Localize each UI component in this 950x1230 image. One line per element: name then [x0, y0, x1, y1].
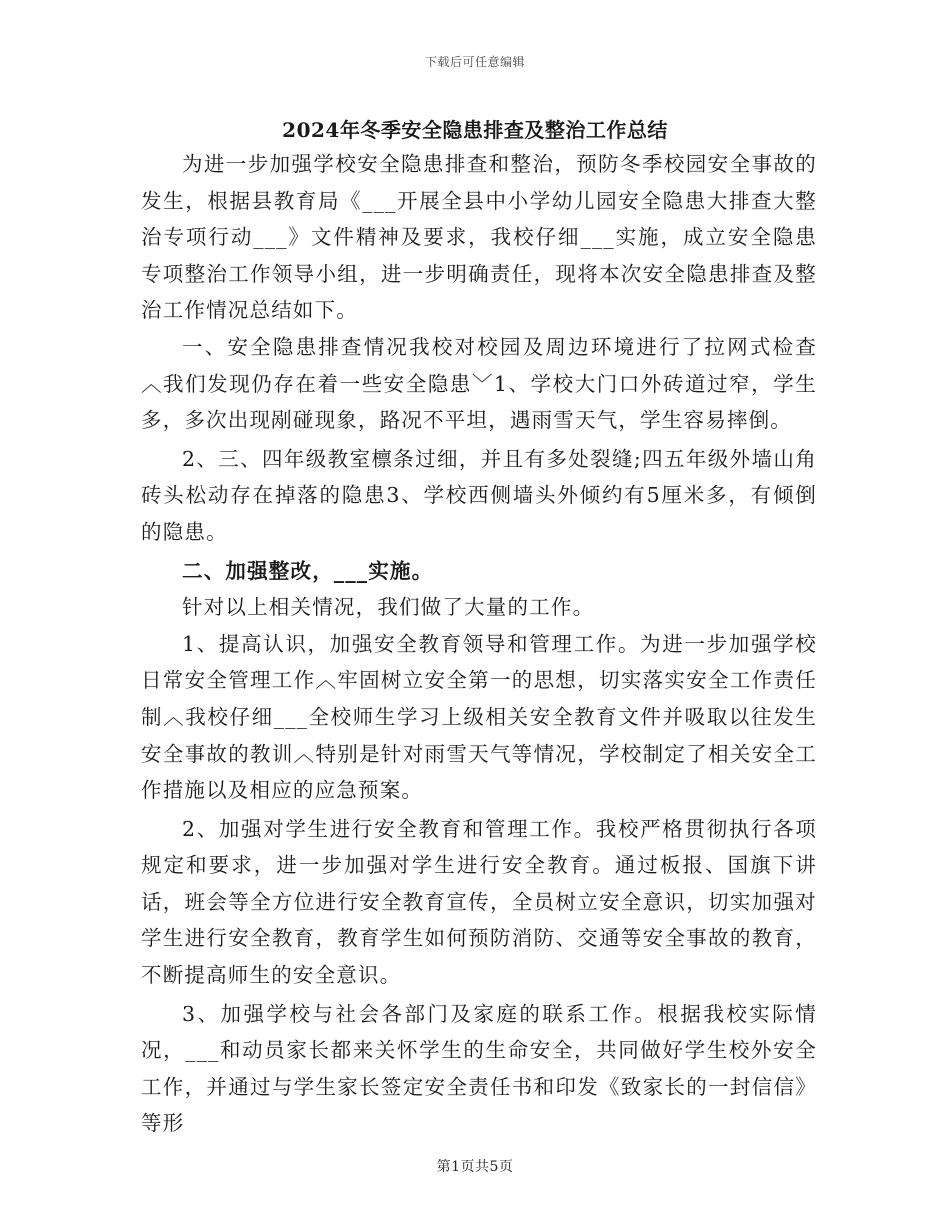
- page-footer: 第1页共5页: [436, 1159, 514, 1175]
- paragraph-section-2-item-1: 1、提高认识，加强安全教育领导和管理工作。为进一步加强学校日常安全管理工作︿牢固树立安全第一的思想，切实落实安全工作责任制︿我校仔细___全校师生学习上级相关安全教育文件并吸取以往发生安全事故的教训︿特别是针对雨雪天气等情况，学校制定了相关安全工作措施以及相应的应急预案。: [141, 631, 817, 803]
- page-header: 下载后可任意编辑: [424, 55, 525, 69]
- section-heading-2: 二、加强整改，___实施。: [182, 558, 434, 583]
- paragraph-section-1: 一、安全隐患排查情况我校对校园及周边环境进行了拉网式检查︿我们发现仍存在着一些安全隐患﹀1、学校大门口外砖道过窄，学生多，多次出现剐碰现象，路况不平坦，遇雨雪天气，学生容易摔倒。: [141, 334, 817, 433]
- paragraph-section-2-intro: 针对以上相关情况，我们做了大量的工作。: [182, 595, 595, 620]
- document-title: 2024年冬季安全隐患排查及整治工作总结: [282, 118, 668, 142]
- paragraph-section-2-item-2: 2、加强对学生进行安全教育和管理工作。我校严格贯彻执行各项规定和要求，进一步加强对学生进行安全教育。通过板报、国旗下讲话，班会等全方位进行安全教育宣传，全员树立安全意识，切实加强对学生进行安全教育，教育学生如何预防消防、交通等安全事故的教育，不断提高师生的安全意识。: [141, 816, 817, 988]
- paragraph-section-2-item-3: 3、加强学校与社会各部门及家庭的联系工作。根据我校实际情况，___和动员家长都来关怀学生的生命安全，共同做好学生校外安全工作，并通过与学生家长签定安全责任书和印发《致家长的一封信信》等形: [141, 1001, 817, 1136]
- paragraph-section-1-item-2: 2、三、四年级教室檩条过细，并且有多处裂缝;四五年级外墙山角砖头松动存在掉落的隐患3、学校西侧墙头外倾约有5厘米多，有倾倒的隐患。: [141, 446, 817, 544]
- document-body: [141, 146, 817, 1142]
- paragraph-intro: 为进一步加强学校安全隐患排查和整治，预防冬季校园安全事故的发生，根据县教育局《___开展全县中小学幼儿园安全隐患大排查大整治专项行动___》文件精神及要求，我校仔细___实施，成立安全隐患专项整治工作领导小组，进一步明确责任，现将本次安全隐患排查及整治工作情况总结如下。: [141, 152, 817, 323]
